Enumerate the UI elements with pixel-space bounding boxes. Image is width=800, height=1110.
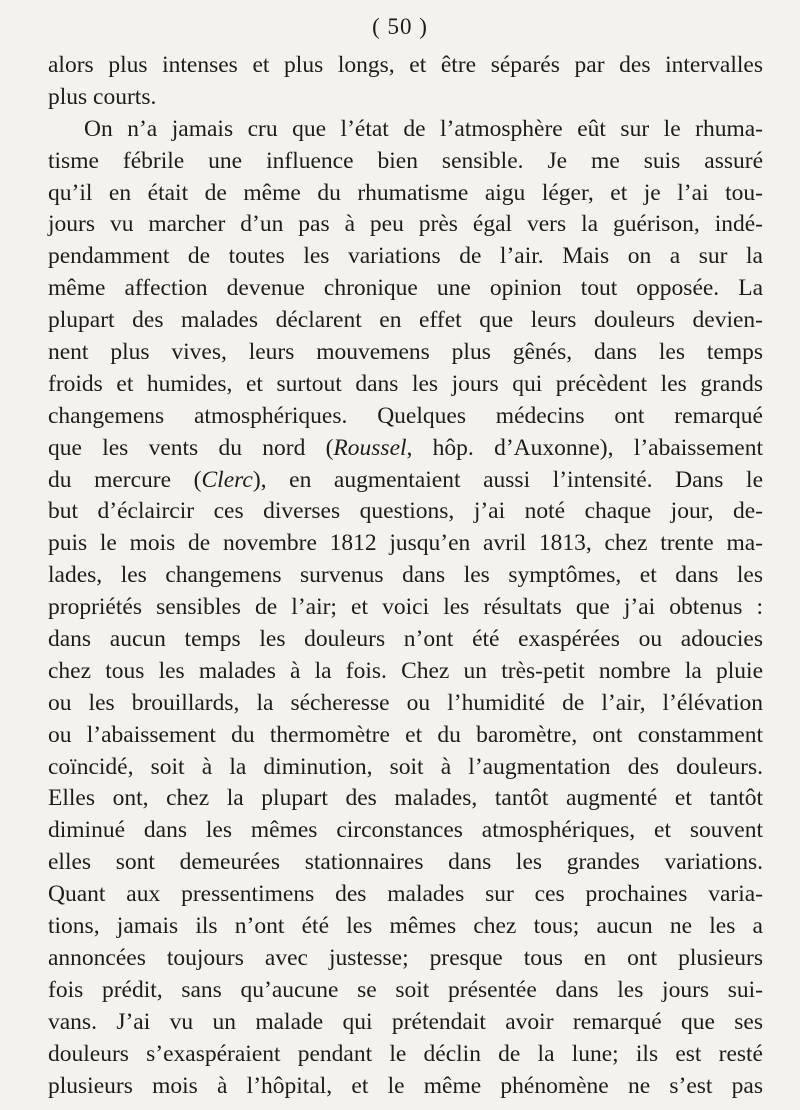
text-line: ou les brouillards, la sécheresse ou l’humidité de l’air, l’élévation (48, 689, 763, 716)
text-line: tisme fébrile une influence bien sensible. Je me suis assuré (48, 147, 763, 174)
text-line: dans aucun temps les douleurs n’ont été exaspérées ou adoucies (48, 626, 763, 653)
text-line: ou l’abaissement du thermomètre et du baromètre, ont constamment (48, 721, 763, 748)
text-line: tions, jamais ils n’ont été les mêmes chez tous; aucun ne les a (48, 913, 763, 940)
text-line: du mercure (Clerc), en augmentaient aussi l’intensité. Dans le (48, 466, 763, 493)
text-line: douleurs s’exaspéraient pendant le déclin de la lune; ils est resté (48, 1040, 763, 1067)
text-line: On n’a jamais cru que l’état de l’atmosphère eût sur le rhuma- (84, 115, 763, 142)
page-number: ( 50 ) (372, 14, 428, 39)
text-line: but d’éclaircir ces diverses questions, j’ai noté chaque jour, de- (48, 498, 763, 525)
text-line: plusieurs mois à l’hôpital, et le même phénomène ne s’est pas (48, 1072, 763, 1099)
text-line: qu’il en était de même du rhumatisme aigu léger, et je l’ai tou- (48, 179, 763, 206)
text-line: que les vents du nord (Roussel, hôp. d’Auxonne), l’abaissement (48, 434, 763, 461)
text-line: fois prédit, sans qu’aucune se soit présentée dans les jours sui- (48, 976, 763, 1003)
text-line: changemens atmosphériques. Quelques médecins ont remarqué (48, 402, 763, 429)
text-line: vans. J’ai vu un malade qui prétendait avoir remarqué que ses (48, 1008, 763, 1035)
italic-citation: Clerc (201, 466, 253, 493)
text-line: même affection devenue chronique une opinion tout opposée. La (48, 275, 763, 302)
text-line: lades, les changemens survenus dans les symptômes, et dans les (48, 562, 763, 589)
text-line: nent plus vives, leurs mouvemens plus gênés, dans les temps (48, 339, 763, 366)
text-line: froids et humides, et surtout dans les jours qui précèdent les grands (48, 370, 763, 397)
text-line: jours vu marcher d’un pas à peu près égal vers la guérison, indé- (48, 211, 763, 238)
text-line: Elles ont, chez la plupart des malades, tantôt augmenté et tantôt (48, 785, 763, 812)
text-line: annoncées toujours avec justesse; presque tous en ont plusieurs (48, 944, 763, 971)
text-line: diminué dans les mêmes circonstances atmosphériques, et souvent (48, 817, 763, 844)
text-line: puis le mois de novembre 1812 jusqu’en avril 1813, chez trente ma- (48, 530, 763, 557)
text-line: plus courts. (48, 83, 157, 110)
text-line: alors plus intenses et plus longs, et être séparés par des intervalles (48, 52, 763, 78)
body-text (48, 50, 763, 1102)
text-line: propriétés sensibles de l’air; et voici les résultats que j’ai obtenus : (48, 594, 763, 621)
text-line: chez tous les malades à la fois. Chez un très-petit nombre la pluie (48, 657, 763, 684)
text-line: plupart des malades déclarent en effet que leurs douleurs devien- (48, 307, 763, 334)
text-line: pendamment de toutes les variations de l’air. Mais on a sur la (48, 243, 763, 270)
text-line: elles sont demeurées stationnaires dans les grandes variations. (48, 849, 763, 876)
italic-citation: Roussel (333, 434, 407, 461)
text-line: coïncidé, soit à la diminution, soit à l’augmentation des douleurs. (48, 753, 763, 780)
text-line: Quant aux pressentimens des malades sur ces prochaines varia- (48, 881, 763, 908)
